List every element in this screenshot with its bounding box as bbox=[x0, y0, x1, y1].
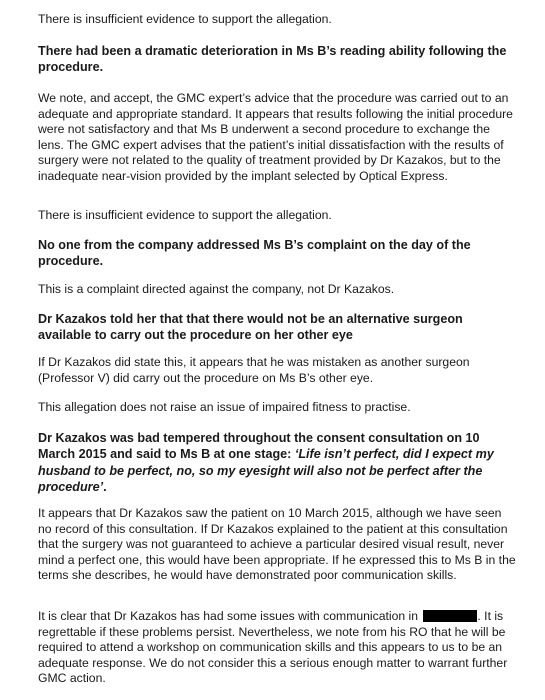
redaction-block bbox=[423, 610, 477, 622]
communication-text-start: It is clear that Dr Kazakos has had some issues with communication in bbox=[38, 609, 422, 623]
communication-text-end: . It is regrettable if these problems persist. Nevertheless, we note from his RO that he will be required to attend a workshop on communication skills and this appears to us to be an adequate response. We do not consider this a serious enough matter to warrant further GMC action. bbox=[38, 609, 508, 686]
patient-quote: ‘Life isn’t perfect, did I expect my husband to be perfect, no, so my eyesight will also not be perfect after the procedure’ bbox=[38, 447, 494, 495]
paragraph-insufficient-evidence-2: There is insufficient evidence to support the allegation. bbox=[38, 208, 332, 222]
paragraph-surgeon-mistaken: If Dr Kazakos did state this, it appears that he was mistaken as another surgeon (Professor V) did carry out the procedure on Ms B’s other eye. bbox=[38, 355, 470, 385]
heading-company-complaint: No one from the company addressed Ms B’s complaint on the day of the procedure. bbox=[38, 238, 471, 269]
heading-bad-tempered-tail: . bbox=[103, 480, 107, 495]
heading-reading-ability: There had been a dramatic deterioration in Ms B’s reading ability following the procedure. bbox=[38, 44, 507, 75]
paragraph-no-impaired-fitness: This allegation does not raise an issue of impaired fitness to practise. bbox=[38, 400, 411, 414]
paragraph-consultation-assessment: It appears that Dr Kazakos saw the patient on 10 March 2015, although we have seen no record of this consultation. If Dr Kazakos explained to the patient at this consultation that the surgery was not guaranteed to achieve a particular desired visual result, never mind a perfect one, this would have been appropriate. If he expressed this to Ms B in the terms she describes, he would have demonstrated poor communication skills. bbox=[38, 506, 516, 583]
heading-bad-tempered-text: Dr Kazakos was bad tempered throughout the consent consultation on 10 March 2015 and said to Ms B at one stage: bbox=[38, 431, 480, 462]
paragraph-insufficient-evidence-1: There is insufficient evidence to support the allegation. bbox=[38, 12, 332, 26]
paragraph-gmc-expert-advice: We note, and accept, the GMC expert’s advice that the procedure was carried out to an adequate and appropriate standard. It appears that results following the initial procedure were not satisfactory and that Ms B underwent a second procedure to exchange the lens. The GMC expert advises that the patient’s initial dissatisfaction with the results of surgery were not related to the quality of treatment provided by Dr Kazakos, but to the inadequate near-vision provided by the implant selected by Optical Express. bbox=[38, 91, 513, 183]
paragraph-complaint-against-company: This is a complaint directed against the company, not Dr Kazakos. bbox=[38, 282, 395, 296]
heading-alternative-surgeon: Dr Kazakos told her that that there would not be an alternative surgeon available to carry out the procedure on her other eye bbox=[38, 312, 463, 343]
paragraph-communication-issues bbox=[38, 609, 516, 687]
heading-bad-tempered bbox=[38, 430, 516, 496]
